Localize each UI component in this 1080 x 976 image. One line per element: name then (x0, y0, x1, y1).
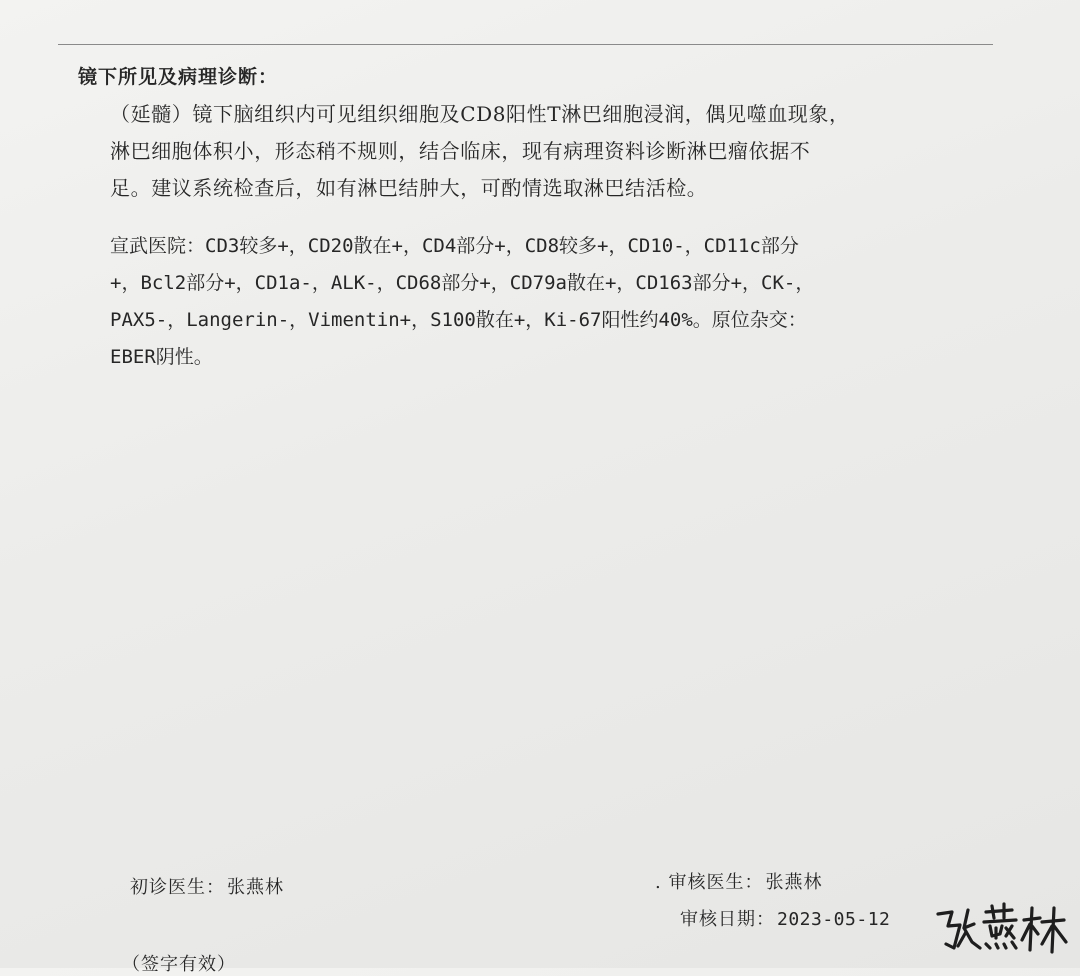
microscopy-line: 足。建议系统检查后，如有淋巴结肿大，可酌情选取淋巴结活检。 (110, 176, 708, 200)
initial-doctor-name: 张燕林 (227, 877, 284, 898)
microscopy-findings (110, 96, 980, 207)
immuno-line: EBER阴性。 (110, 346, 213, 368)
microscopy-line: （延髓）镜下脑组织内可见组织细胞及CD8阳性T淋巴细胞浸润，偶见噬血现象， (110, 102, 850, 126)
review-doctor (655, 868, 822, 894)
immuno-line: 宣武医院：CD3较多+，CD20散在+，CD4部分+，CD8较多+，CD10-，CD11c部分 (110, 235, 799, 257)
review-doctor-name: 张燕林 (765, 872, 823, 893)
review-date-value: 2023-05-12 (777, 909, 891, 930)
handwritten-signature-graphic (930, 898, 1070, 960)
signature-validity-note: （签字有效） (122, 954, 236, 975)
top-divider (58, 44, 993, 45)
initial-doctor (130, 873, 284, 899)
review-date-label: 审核日期： (680, 909, 775, 930)
microscopy-line: 淋巴细胞体积小，形态稍不规则，结合临床，现有病理资料诊断淋巴瘤依据不 (110, 139, 811, 163)
review-doctor-label: 审核医生： (668, 872, 764, 893)
immuno-line: PAX5-，Langerin-，Vimentin+，S100散在+，Ki-67阳性约40%。原位杂交： (110, 309, 807, 331)
initial-doctor-label: 初诊医生： (130, 877, 225, 898)
handwritten-signature (930, 898, 1070, 960)
section-heading: 镜下所见及病理诊断： (78, 66, 279, 88)
review-date (680, 905, 890, 931)
immuno-line: +，Bcl2部分+，CD1a-，ALK-，CD68部分+，CD79a散在+，CD163部分+，CK-， (110, 272, 815, 294)
review-prefix: . (655, 872, 662, 893)
immunohistochemistry-results (110, 228, 980, 376)
